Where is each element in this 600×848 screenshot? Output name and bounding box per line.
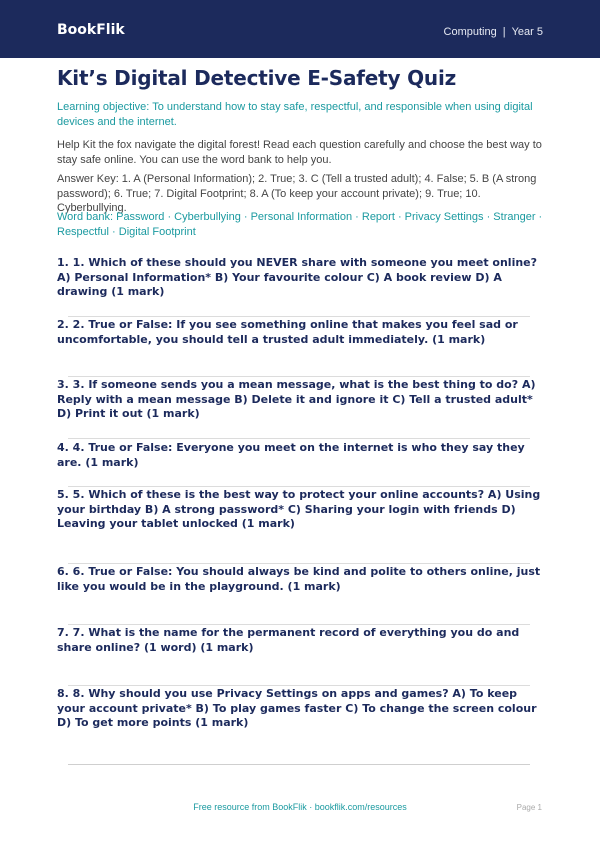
answer-key: Answer Key: 1. A (Personal Information); 2. True; 3. C (Tell a trusted adult); 4. False; 5. B (A strong password); 6. True; 7. Digital Footprint; 8. A (To keep your account private); 9. True; 10. Cyberbullying. [57, 173, 537, 214]
question-5: 5. 5. Which of these is the best way to protect your online accounts? A) Using your birthday B) A strong password* C) Sharing your login with friends D) Leaving your tablet unlocked (1 mark) [57, 488, 541, 530]
page-title: Kit’s Digital Detective E-Safety Quiz [57, 66, 457, 90]
word-bank: Word bank: Password · Cyberbullying · Personal Information · Report · Privacy Settings · Stranger · Respectful · Digital Footprint [57, 211, 543, 238]
question-8: 8. 8. Why should you use Privacy Settings on apps and games? A) To keep your account private* B) To play games faster C) To change the screen colour D) To get more points (1 mark) [57, 687, 537, 729]
answer-line [68, 563, 530, 564]
answer-line [68, 685, 530, 686]
answer-line [68, 438, 530, 439]
question-7: 7. 7. What is the name for the permanent record of everything you do and share online? (1 word) (1 mark) [57, 626, 520, 654]
answer-line [68, 316, 530, 317]
answer-line [68, 486, 530, 487]
question-6: 6. 6. True or False: You should always be kind and polite to others online, just like you would be in the playground. (1 mark) [57, 565, 541, 593]
year-label: Year 5 [511, 26, 543, 38]
answer-line [68, 376, 530, 377]
page-number: Page 1 [516, 803, 542, 812]
footer-divider [68, 764, 530, 765]
header-meta [444, 26, 543, 38]
meta-separator: | [502, 26, 506, 38]
subject-label: Computing [443, 26, 497, 38]
question-3: 3. 3. If someone sends you a mean message, what is the best thing to do? A) Reply with a mean message B) Delete it and ignore it C) Tell a trusted adult* D) Print it out (1 mark) [57, 378, 536, 420]
intro-text: Help Kit the fox navigate the digital forest! Read each question carefully and choose the best way to stay safe online. You can use the word bank to help you. [57, 139, 542, 166]
page-header [0, 0, 600, 58]
question-4: 4. 4. True or False: Everyone you meet on the internet is who they say they are. (1 mark) [57, 441, 525, 469]
question-2: 2. 2. True or False: If you see something online that makes you feel sad or uncomfortable, you should tell a trusted adult immediately. (1 mark) [57, 318, 518, 346]
learning-objective: Learning objective: To understand how to stay safe, respectful, and responsible when using digital devices and the internet. [57, 101, 533, 128]
question-1: 1. 1. Which of these should you NEVER share with someone you meet online? A) Personal Information* B) Your favourite colour C) A book review D) A drawing (1 mark) [57, 256, 538, 298]
answer-line [68, 624, 530, 625]
footer-link-text[interactable]: Free resource from BookFlik · bookflik.com/resources [193, 802, 407, 812]
brand-logo-text: BookFlik [57, 22, 125, 38]
